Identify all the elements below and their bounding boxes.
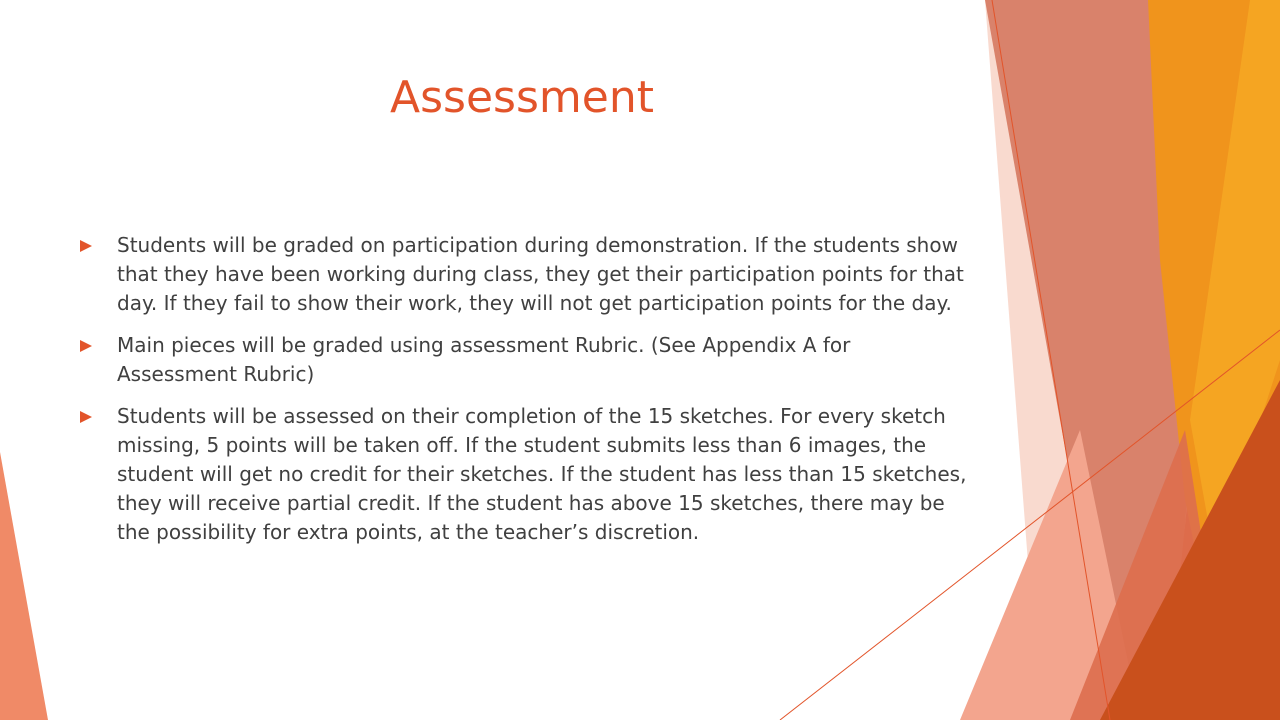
left-accent-shape (0, 452, 48, 720)
bullet-item (78, 231, 968, 318)
arrow-right-icon (80, 240, 92, 252)
bullet-item (78, 402, 968, 547)
bullet-list (78, 231, 968, 560)
bullet-text: Students will be assessed on their completion of the 15 sketches. For every sketch missing, 5 points will be taken off. If the student submits less than 6 images, the student will get no credit for their sketches. If the student has less than 15 sketches, they will receive partial credit. If the student has above 15 sketches, there may be the possibility for extra points, at the teacher’s discretion. (117, 404, 967, 544)
bullet-text: Students will be graded on participation during demonstration. If the students show that they have been working during class, they get their participation points for that day. If they fail to show their work, they will not get participation points for the day. (117, 233, 964, 315)
bullet-item (78, 331, 968, 389)
slide-title: Assessment (390, 72, 654, 123)
arrow-right-icon (80, 411, 92, 423)
bullet-text: Main pieces will be graded using assessment Rubric. (See Appendix A for Assessment Rubric) (117, 333, 851, 386)
arrow-right-icon (80, 340, 92, 352)
